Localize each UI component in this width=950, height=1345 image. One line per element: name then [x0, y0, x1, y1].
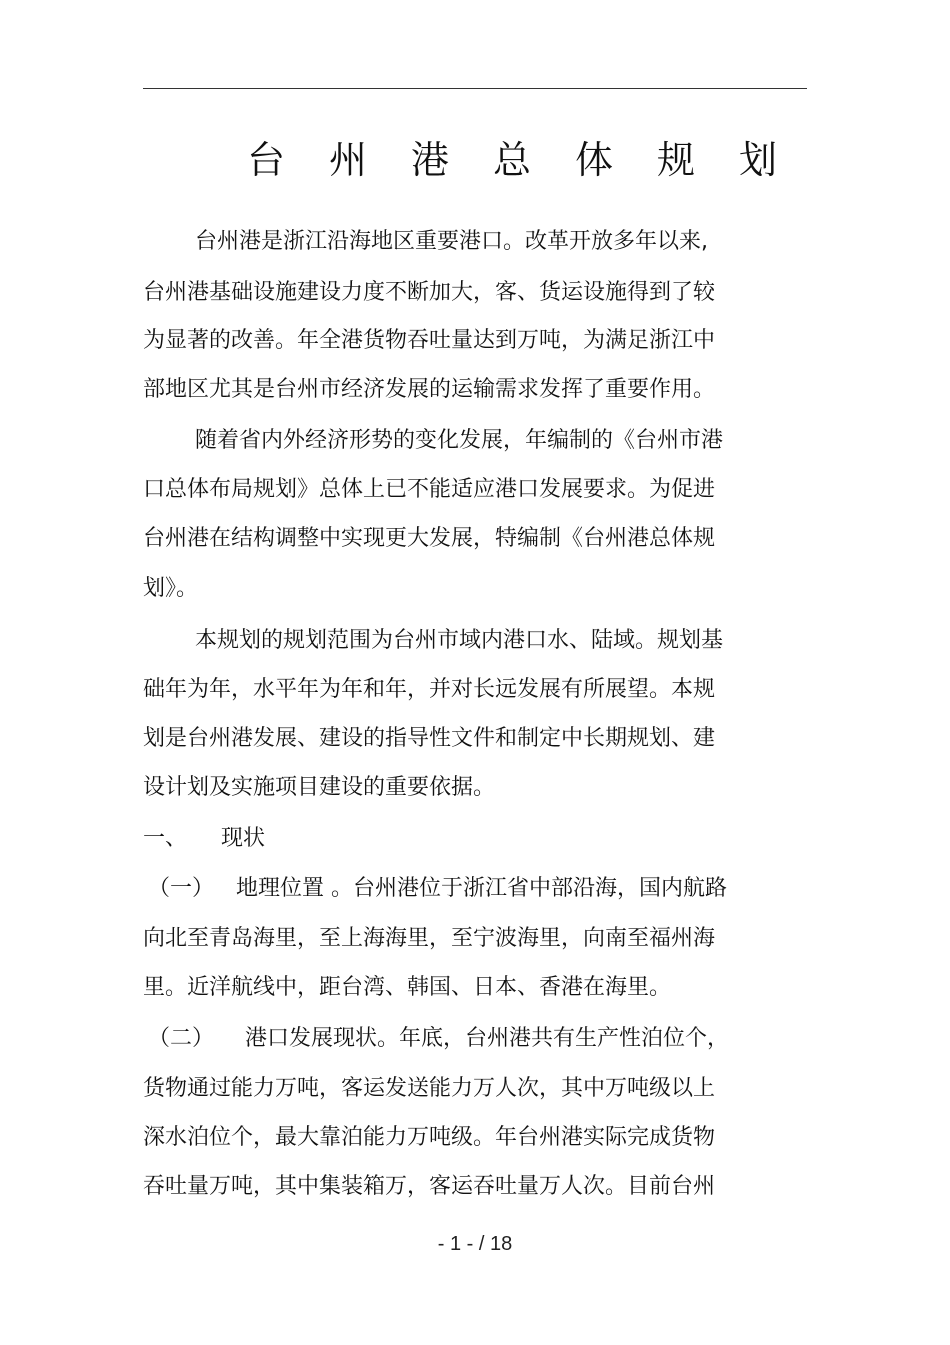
paragraph-1-line-3: 为显著的改善。年全港货物吞吐量达到万吨，为满足浙江中 [143, 328, 716, 353]
subsection-2-number: （二） [148, 1026, 215, 1051]
paragraph-2-line-2: 口总体布局规划》总体上已不能适应港口发展要求。为促进 [143, 477, 716, 502]
paragraph-3-line-4: 设计划及实施项目建设的重要依据。 [143, 775, 496, 800]
subsection-2-line-2: 货物通过能力万吨，客运发送能力万人次，其中万吨级以上 [143, 1076, 716, 1101]
paragraph-1-line-4: 部地区尤其是台州市经济发展的运输需求发挥了重要作用。 [143, 377, 716, 402]
subsection-1-line-1: 地理位置 。台州港位于浙江省中部沿海，国内航路 [236, 876, 727, 901]
section-1-title: 现状 [221, 826, 266, 851]
paragraph-1-line-1: 台州港是浙江沿海地区重要港口。改革开放多年以来, [195, 229, 708, 254]
section-1-number: 一、 [143, 826, 188, 851]
document-title: 台州港总体规划 [247, 138, 822, 182]
subsection-2-line-1: 港口发展现状。年底，台州港共有生产性泊位个， [245, 1026, 730, 1051]
paragraph-3-line-3: 划是台州港发展、建设的指导性文件和制定中长期规划、建 [143, 726, 716, 751]
subsection-1-line-2: 向北至青岛海里，至上海海里，至宁波海里，向南至福州海 [143, 926, 716, 951]
page-number: - 1 - / 18 [437, 1233, 513, 1255]
subsection-2-line-4: 吞吐量万吨，其中集装箱万，客运吞吐量万人次。目前台州 [143, 1174, 716, 1199]
subsection-1-number: （一） [148, 876, 215, 901]
header-rule [143, 88, 807, 89]
paragraph-2-line-3: 台州港在结构调整中实现更大发展，特编制《台州港总体规 [143, 526, 716, 551]
subsection-2-line-3: 深水泊位个，最大靠泊能力万吨级。年台州港实际完成货物 [143, 1125, 716, 1150]
paragraph-3-line-2: 础年为年，水平年为年和年，并对长远发展有所展望。本规 [143, 677, 716, 702]
paragraph-3-line-1: 本规划的规划范围为台州市域内港口水、陆域。规划基 [195, 628, 724, 653]
paragraph-2-line-4: 划》。 [143, 576, 199, 601]
subsection-1-line-3: 里。近洋航线中，距台湾、韩国、日本、香港在海里。 [143, 975, 672, 1000]
paragraph-1-line-2: 台州港基础设施建设力度不断加大，客、货运设施得到了较 [143, 280, 716, 305]
paragraph-2-line-1: 随着省内外经济形势的变化发展，年编制的《台州市港 [195, 428, 724, 453]
